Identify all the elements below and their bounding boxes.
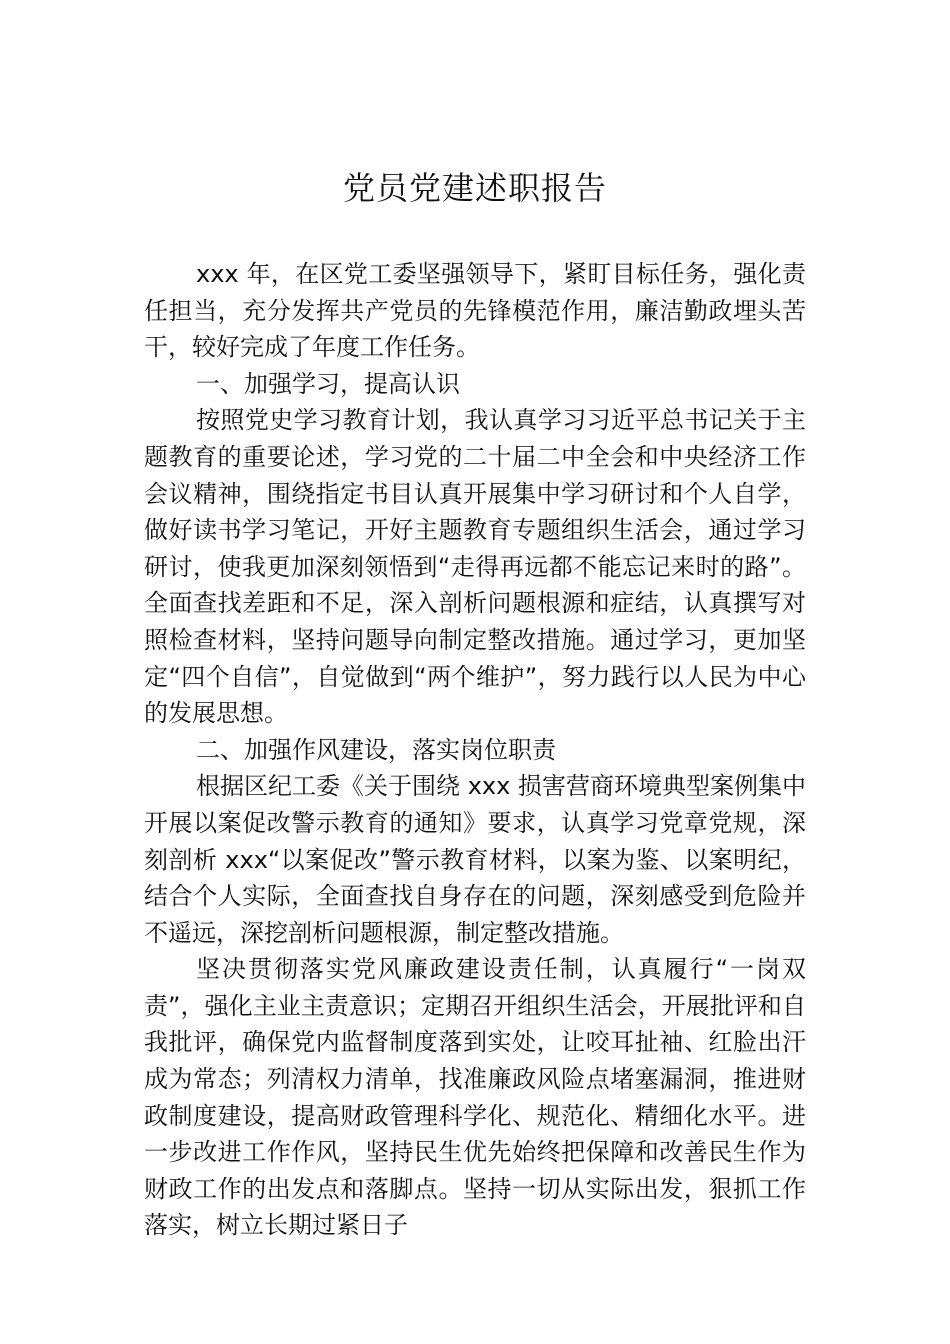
document-title: 党员党建述职报告 — [342, 169, 607, 207]
section-2-paragraph-1: 根据区纪工委《关于围绕 xxx 损害营商环境典型案例集中开展以案促改警示教育的通知》要求，认真学习党章党规，深刻剖析 xxx“以案促改”警示教育材料，以案为鉴、以案明纪，结合个人实际，全面查找自身存在的问题，深刻感受到危险并不遥远，深挖剖析问题根源，制定整改措施。 — [144, 772, 806, 947]
section-heading-2: 二、加强作风建设，落实岗位职责 — [196, 735, 556, 764]
intro-paragraph: xxx 年，在区党工委坚强领导下，紧盯目标任务，强化责任担当，充分发挥共产党员的先锋模范作用，廉洁勤政埋头苦干，较好完成了年度工作任务。 — [144, 260, 806, 362]
section-2-paragraph-2: 坚决贯彻落实党风廉政建设责任制，认真履行“一岗双责”，强化主业主责意识；定期召开组织生活会，开展批评和自我批评，确保党内监督制度落到实处，让咬耳扯袖、红脸出汗成为常态；列清权力清单，找准廉政风险点堵塞漏洞，推进财政制度建设，提高财政管理科学化、规范化、精细化水平。进一步改进工作作风，坚持民生优先始终把保障和改善民生作为财政工作的出发点和落脚点。坚持一切从实际出发，狠抓工作落实，树立长期过紧日子 — [144, 955, 806, 1240]
section-1-paragraph: 按照党史学习教育计划，我认真学习习近平总书记关于主题教育的重要论述，学习党的二十届二中全会和中央经济工作会议精神，围绕指定书目认真开展集中学习研讨和个人自学，做好读书学习笔记，开好主题教育专题组织生活会，通过学习研讨，使我更加深刻领悟到“走得再远都不能忘记来时的路”。全面查找差距和不足，深入剖析问题根源和症结，认真撰写对照检查材料，坚持问题导向制定整改措施。通过学习，更加坚定“四个自信”，自觉做到“两个维护”，努力践行以人民为中心的发展思想。 — [144, 406, 806, 728]
section-heading-1: 一、加强学习，提高认识 — [196, 369, 460, 398]
document-body — [144, 256, 806, 1244]
